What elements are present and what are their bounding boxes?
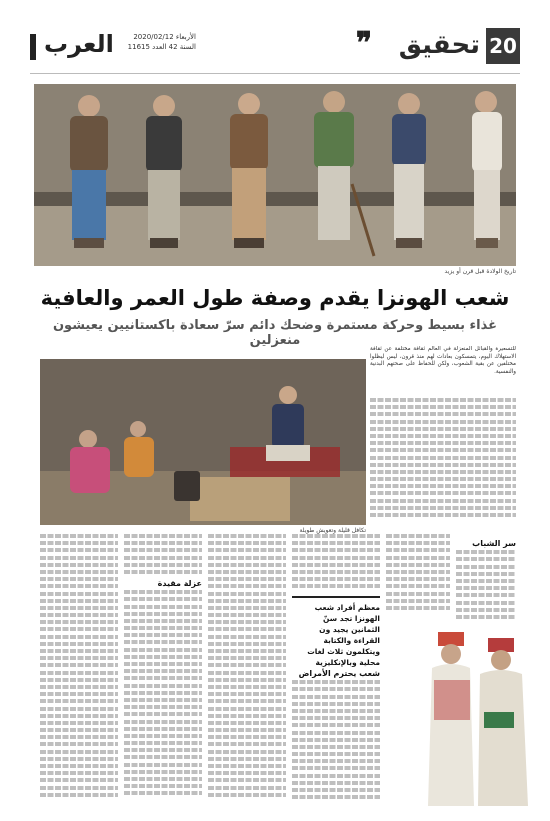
newspaper-logo: العرب xyxy=(44,30,114,58)
column-5 xyxy=(124,534,202,810)
column-3-top xyxy=(292,534,380,594)
column-1 xyxy=(456,534,516,624)
subhead-youth: سر الشباب xyxy=(472,539,516,548)
article-lead xyxy=(370,346,516,396)
quote-mark-icon: ❞ xyxy=(355,26,372,61)
column-right-top xyxy=(370,398,516,526)
cutout-photo-women xyxy=(424,620,534,810)
pull-quote: معظم أفراد شعب الهونزا تجد سنّ الثمانين يجيد ون القراءة والكتابة ويتكلمون ثلاث لغات محلية وبالإنكليزية xyxy=(292,596,380,668)
page-number: 20 xyxy=(486,28,520,64)
date-line: الأربعاء 2020/02/12 xyxy=(133,33,196,41)
date-block xyxy=(126,32,196,52)
subhead-isolation: عزلة مقيدة xyxy=(157,578,202,588)
top-photo-caption: تاريخ الولادة قبل قرن أو يزيد xyxy=(444,268,516,275)
elder-figure-4 xyxy=(230,93,268,248)
page-header xyxy=(30,28,520,74)
column-2 xyxy=(386,534,450,620)
woman-figure-left xyxy=(428,632,474,806)
mid-photo-household xyxy=(40,359,366,525)
mid-photo-caption: تكافل قليلة وتعويش طويلة xyxy=(299,527,366,534)
newspaper-page xyxy=(30,14,520,809)
top-photo-elders xyxy=(34,84,516,266)
issue-line: السنة 42 العدد 11615 xyxy=(127,43,196,51)
elder-figure-6 xyxy=(70,95,108,248)
elder-figure-5 xyxy=(146,95,182,248)
section-title: تحقيق xyxy=(398,30,480,60)
column-3-bottom xyxy=(292,664,380,810)
article-lead-text: للتسعيرة والقبائل المنعزلة في العالم ثقافة مختلفة عن ثقافة الاستهلاك اليوم، يتمسكون بعادات لهم منذ قرون، ليس ليظلوا مختلفين عن بقية الشعوب، ولكن للحفاظ على صحتهم البدنية والنفسية. xyxy=(370,346,516,375)
article-headline: شعب الهونزا يقدم وصفة طول العمر والعافية xyxy=(40,286,510,310)
article-subheadline: غذاء بسيط وحركة مستمرة وضحك دائم سرّ سعادة باكستانيين يعيشون منعزلين xyxy=(52,318,498,348)
elder-figure-2 xyxy=(392,93,426,248)
subhead-diseases: شعب يحترم الأمراض xyxy=(298,669,380,678)
column-4 xyxy=(208,534,286,810)
woman-figure-right xyxy=(478,638,528,806)
elder-figure-1 xyxy=(472,91,502,248)
logo-rule xyxy=(30,34,36,60)
column-6 xyxy=(40,534,118,810)
